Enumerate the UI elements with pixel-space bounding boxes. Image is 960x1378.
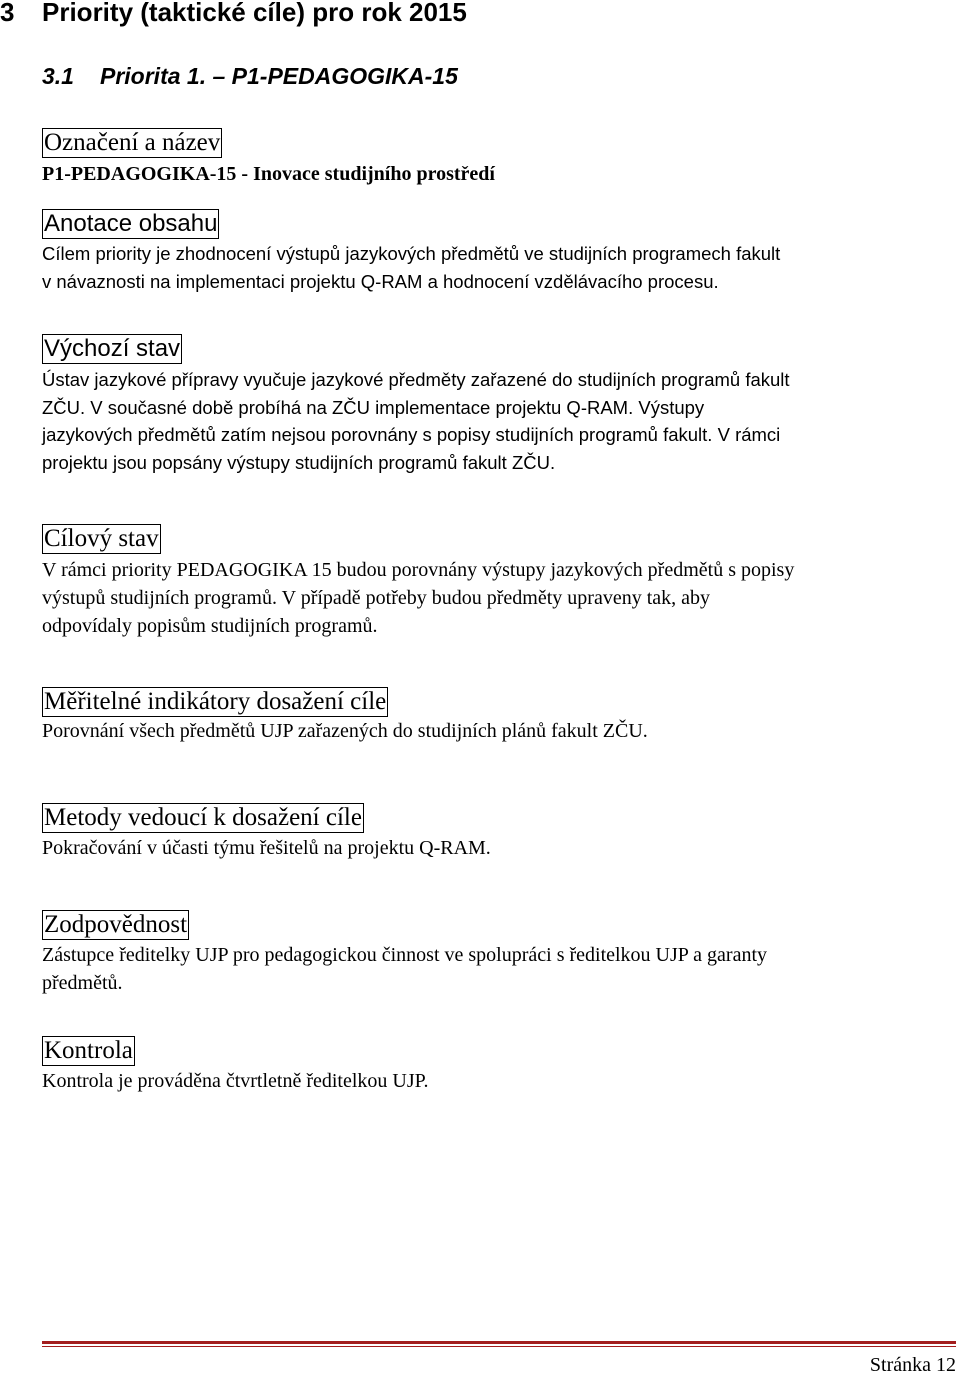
designation-text: P1-PEDAGOGIKA-15 - Inovace studijního prostředí <box>42 163 495 185</box>
section-number: 3.1 <box>42 63 74 89</box>
footer-rule-thin <box>42 1346 956 1347</box>
indicators-title: Měřitelné indikátory dosažení cíle <box>44 688 387 715</box>
initial-state-title-box <box>42 334 182 364</box>
chapter-title: Priority (taktické cíle) pro rok 2015 <box>42 0 467 27</box>
responsibility-title: Zodpovědnost <box>44 911 188 938</box>
target-state-title: Cílový stav <box>44 525 159 552</box>
responsibility-line-1: Zástupce ředitelky UJP pro pedagogickou činnost ve spolupráci s ředitelkou UJP a garanty <box>42 944 768 966</box>
indicators-text: Porovnání všech předmětů UJP zařazených do studijních plánů fakult ZČU. <box>42 720 648 742</box>
initial-state-line-3: jazykových předmětů zatím nejsou porovnány s popisy studijních programů fakult. V rámci <box>42 424 781 445</box>
initial-state-line-2: ZČU. V současné době probíhá na ZČU implementace projektu Q-RAM. Výstupy <box>42 397 705 418</box>
initial-state-line-1: Ústav jazykové přípravy vyučuje jazykové předměty zařazené do studijních programů fakult <box>42 369 790 390</box>
annotation-line-2: v návaznosti na implementaci projektu Q-RAM a hodnocení vzdělávacího procesu. <box>42 271 719 292</box>
control-title: Kontrola <box>44 1037 133 1064</box>
methods-title-box <box>42 803 364 833</box>
indicators-title-box <box>42 687 388 717</box>
methods-title: Metody vedoucí k dosažení cíle <box>44 804 362 831</box>
page-number: Stránka 12 <box>869 1354 956 1376</box>
control-title-box <box>42 1036 135 1066</box>
section-heading <box>42 58 458 94</box>
footer-rule-thick <box>42 1341 956 1344</box>
chapter-heading <box>0 0 467 32</box>
designation-title: Označení a název <box>44 129 221 156</box>
designation-title-box <box>42 128 222 158</box>
target-state-line-3: odpovídaly popisům studijních programů. <box>42 615 378 637</box>
chapter-number: 3 <box>0 0 15 27</box>
target-state-line-2: výstupů studijních programů. V případě potřeby budou předměty upraveny tak, aby <box>42 587 711 609</box>
annotation-title-box <box>42 209 219 239</box>
annotation-title: Anotace obsahu <box>44 210 218 237</box>
initial-state-line-4: projektu jsou popsány výstupy studijních programů fakult ZČU. <box>42 452 556 473</box>
responsibility-line-2: předmětů. <box>42 972 123 994</box>
methods-text: Pokračování v účasti týmu řešitelů na projektu Q-RAM. <box>42 837 491 859</box>
section-title: Priorita 1. – P1-PEDAGOGIKA-15 <box>100 63 458 89</box>
target-state-title-box <box>42 524 161 554</box>
annotation-line-1: Cílem priority je zhodnocení výstupů jazykových předmětů ve studijních programech fakult <box>42 243 781 264</box>
control-text: Kontrola je prováděna čtvrtletně ředitelkou UJP. <box>42 1070 429 1092</box>
target-state-line-1: V rámci priority PEDAGOGIKA 15 budou porovnány výstupy jazykových předmětů s popisy <box>42 559 795 581</box>
responsibility-title-box <box>42 910 189 940</box>
initial-state-title: Výchozí stav <box>44 335 181 362</box>
